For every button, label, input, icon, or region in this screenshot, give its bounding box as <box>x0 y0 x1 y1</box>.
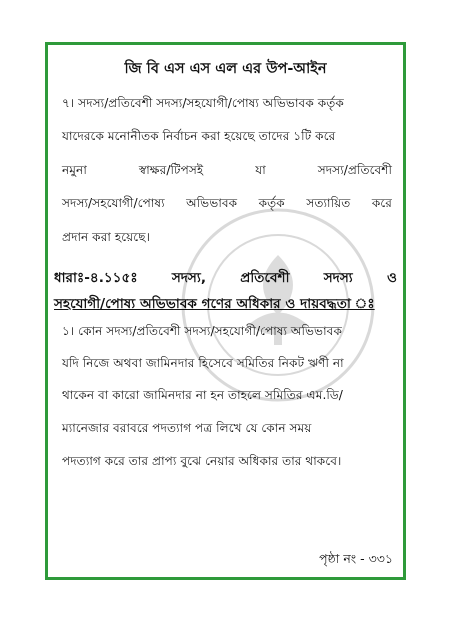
word: যা <box>255 163 266 177</box>
clause-1-line-5: পদত্যাগ করে তার প্রাপ্য বুঝে নেয়ার অধিকার তার থাকবে। <box>62 454 342 468</box>
word: অভিভাবক <box>186 196 238 210</box>
page-border-frame <box>45 42 406 580</box>
section-heading-line-1 <box>54 267 397 290</box>
word: স্বাক্ষর/টিপসই <box>138 163 204 177</box>
word: সদস্য/সহযোগী/পোষ্য <box>62 196 165 210</box>
clause-1-line-1: ১। কোন সদস্য/প্রতিবেশী সদস্য/সহযোগী/পোষ্য অভিভাবক <box>62 324 342 338</box>
clause-7-line-5: প্রদান করা হয়েছে। <box>62 230 150 244</box>
word: কর্তৃক <box>258 196 285 210</box>
section-heading-line-2: সহযোগী/পোষ্য অভিভাবক গণের অধিকার ও দায়বদ্ধতা ঃ <box>54 296 375 312</box>
clause-1-line-3: থাকেন বা কারো জামিনদার না হন তাহলে সমিতির এম.ডি/ <box>62 388 343 402</box>
word: সদস্য/প্রতিবেশী <box>317 163 392 177</box>
word: নমুনা <box>62 163 87 177</box>
page-number: পৃষ্ঠা নং - ৩৩১ <box>319 551 393 566</box>
clause-7-line-2: যাদেরকে মনোনীতক নির্বাচন করা হয়েছে তাদের ১টি করে <box>62 129 336 143</box>
clause-1-line-4: ম্যানেজার বরাবরে পদত্যাগ পত্র লিখে যে কোন সময় <box>62 421 312 435</box>
word: করে <box>371 196 392 210</box>
word: ধারাঃ-৪.১১৫ঃ <box>54 270 138 286</box>
clause-7-line-3 <box>62 162 392 182</box>
clause-1-line-2: যদি নিজে অথবা জামিনদার হিসেবে সমিতির নিকট ঋণী না <box>62 356 344 370</box>
clause-7-line-1: ৭। সদস্য/প্রতিবেশী সদস্য/সহযোগী/পোষ্য অভিভাবক কর্তৃক <box>62 96 344 110</box>
word: প্রতিবেশী <box>240 270 290 286</box>
clause-7-line-4 <box>62 195 392 215</box>
document-title: জি বি এস এস এল এর উপ-আইন <box>124 61 327 77</box>
word: সদস্য, <box>171 270 207 286</box>
word: ও <box>386 270 397 286</box>
word: সদস্য <box>323 270 353 286</box>
word: সত্যায়িত <box>306 196 351 210</box>
